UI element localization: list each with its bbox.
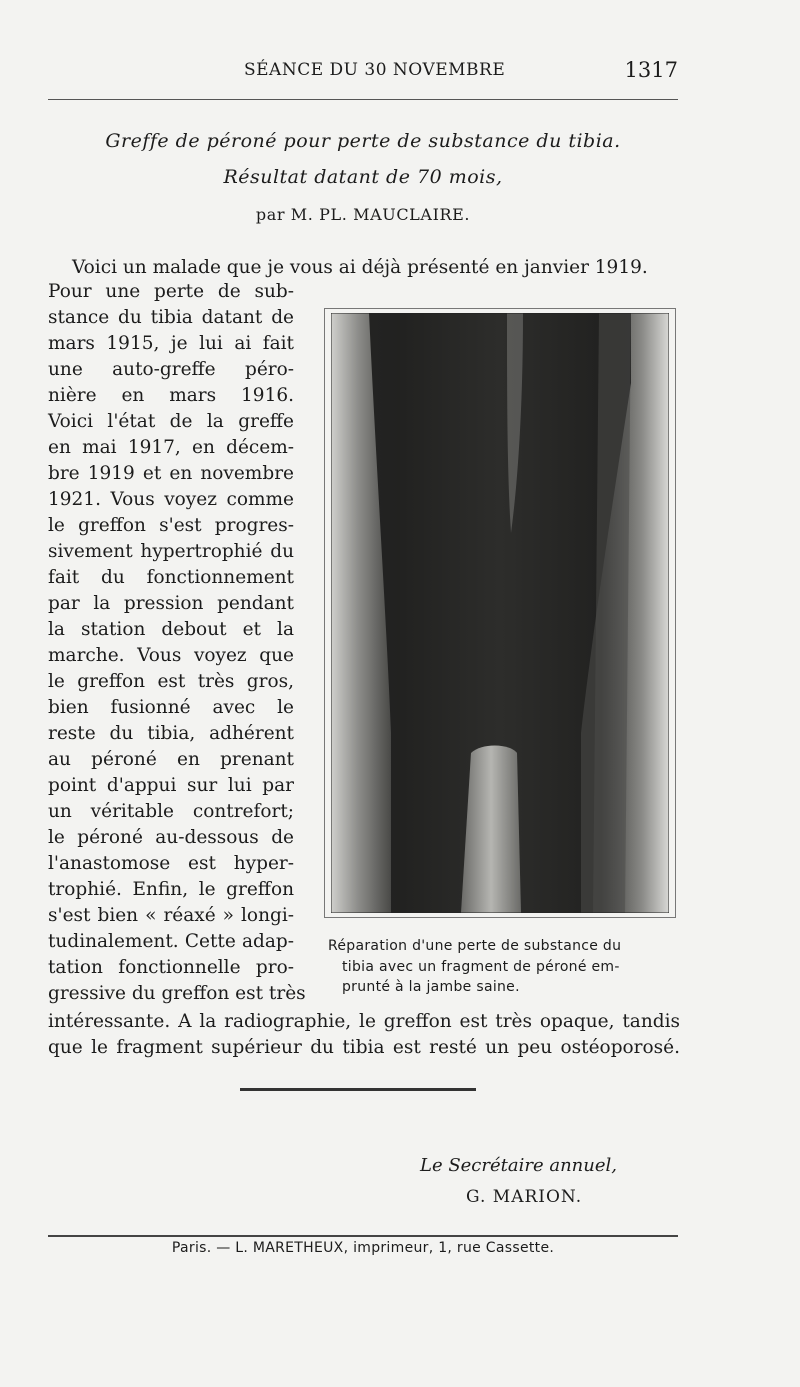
- running-head: [48, 60, 678, 86]
- column-line: le péroné au-dessous de: [48, 827, 294, 848]
- column-line: trophié. Enfin, le greffon: [48, 879, 294, 900]
- column-line: le greffon est très gros,: [48, 671, 294, 692]
- column-line: marche. Vous voyez que: [48, 645, 294, 666]
- column-line: Voici l'état de la greffe: [48, 411, 294, 432]
- signature-role: Le Secrétaire annuel,: [420, 1155, 617, 1176]
- column-line: stance du tibia datant de: [48, 307, 294, 328]
- closing-line: que le fragment supérieur du tibia est resté un peu ostéoporosé.: [48, 1037, 680, 1058]
- article-byline: par M. PL. MAUCLAIRE.: [255, 205, 471, 224]
- radiograph-image: [331, 313, 669, 913]
- running-title: SÉANCE DU 30 NOVEMBRE: [244, 60, 506, 80]
- figure-caption-line: prunté à la jambe saine.: [342, 979, 520, 995]
- figure-caption-line: tibia avec un fragment de péroné em-: [342, 959, 620, 975]
- article-title: Greffe de péroné pour perte de substance du tibia.: [105, 130, 621, 152]
- column-line: la station debout et la: [48, 619, 294, 640]
- column-line: tudinalement. Cette adap-: [48, 931, 294, 952]
- column-line: bre 1919 et en novembre: [48, 463, 294, 484]
- column-line: 1921. Vous voyez comme: [48, 489, 294, 510]
- column-line: nière en mars 1916.: [48, 385, 294, 406]
- column-line: mars 1915, je lui ai fait: [48, 333, 294, 354]
- column-line: en mai 1917, en décem-: [48, 437, 294, 458]
- column-line: gressive du greffon est très: [48, 983, 306, 1004]
- page-number: 1317: [624, 58, 678, 82]
- header-rule: [48, 99, 678, 100]
- column-line: reste du tibia, adhérent: [48, 723, 294, 744]
- column-line: s'est bien « réaxé » longi-: [48, 905, 294, 926]
- column-line: fait du fonctionnement: [48, 567, 294, 588]
- column-line: point d'appui sur lui par: [48, 775, 294, 796]
- column-line: l'anastomose est hyper-: [48, 853, 294, 874]
- section-divider: [240, 1088, 476, 1091]
- column-line: le greffon s'est progres-: [48, 515, 294, 536]
- footer-rule: [48, 1235, 678, 1237]
- column-line: au péroné en prenant: [48, 749, 294, 770]
- column-line: tation fonctionnelle pro-: [48, 957, 294, 978]
- column-line: sivement hypertrophié du: [48, 541, 294, 562]
- closing-line: intéressante. A la radiographie, le greffon est très opaque, tandis: [48, 1011, 680, 1032]
- column-line: par la pression pendant: [48, 593, 294, 614]
- printer-imprint: Paris. — L. MARETHEUX, imprimeur, 1, rue Cassette.: [171, 1240, 555, 1256]
- article-subtitle: Résultat datant de 70 mois,: [223, 166, 503, 188]
- column-line: un véritable contrefort;: [48, 801, 294, 822]
- signature-name: G. MARION.: [466, 1187, 583, 1207]
- radiograph-figure: [324, 308, 676, 918]
- column-line: bien fusionné avec le: [48, 697, 294, 718]
- column-line: une auto-greffe péro-: [48, 359, 294, 380]
- intro-line: Voici un malade que je vous ai déjà présenté en janvier 1919.: [72, 257, 648, 278]
- column-line: Pour une perte de sub-: [48, 281, 294, 302]
- figure-caption-line: Réparation d'une perte de substance du: [328, 938, 622, 954]
